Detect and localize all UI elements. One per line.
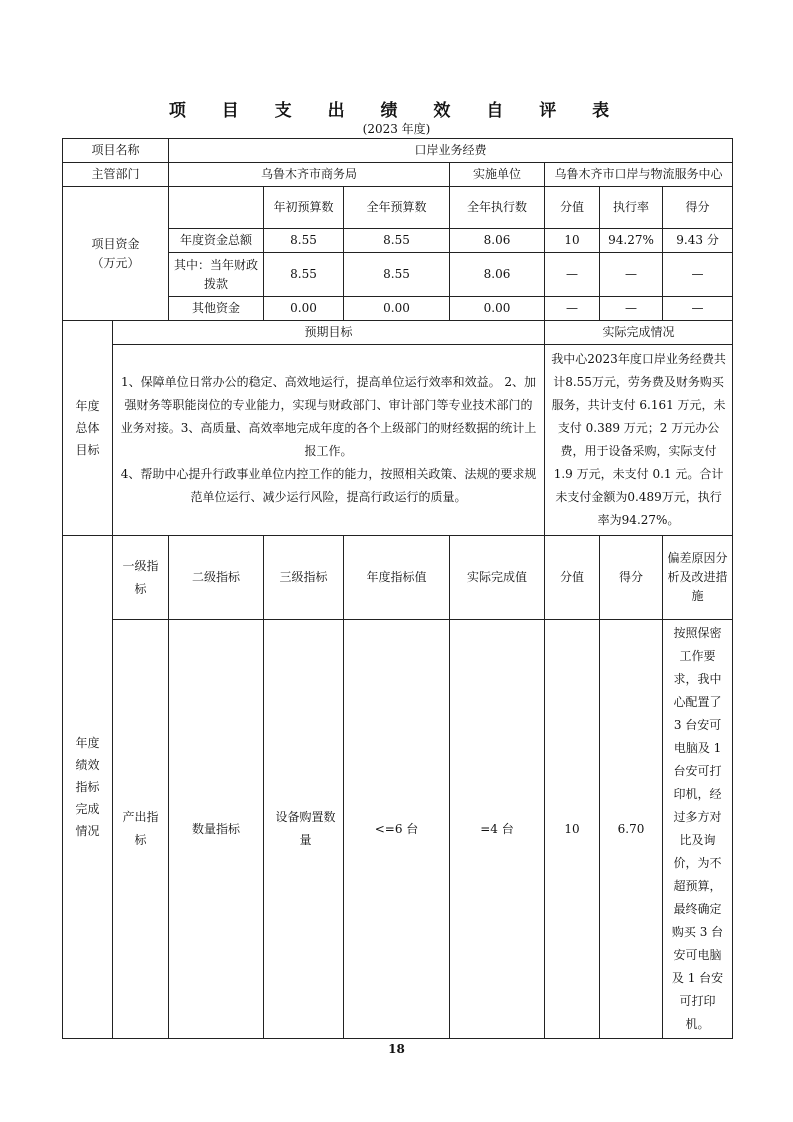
funds-row-rate: —	[600, 253, 663, 297]
indicators-header-level3: 三级指标	[264, 536, 344, 620]
unit-value: 乌鲁木齐市口岸与物流服务中心	[545, 163, 733, 187]
indicator-actual: =4 台	[450, 620, 545, 1039]
funds-row-score-value: 10	[545, 229, 600, 253]
funds-row-executed: 0.00	[450, 297, 545, 321]
funds-row-score-value: —	[545, 297, 600, 321]
goals-label: 年度 总体 目标	[63, 321, 113, 536]
funds-row-initial: 8.55	[264, 229, 344, 253]
goals-header-row	[63, 321, 733, 345]
indicators-header-score-value: 分值	[545, 536, 600, 620]
indicators-header-analysis: 偏差原因分析及改进措施	[663, 536, 733, 620]
funds-header-score: 得分	[663, 187, 733, 229]
performance-table	[62, 138, 733, 1039]
indicators-label: 年度 绩效 指标 完成 情况	[63, 536, 113, 1039]
funds-header-blank	[169, 187, 264, 229]
funds-row-score: —	[663, 297, 733, 321]
dept-value: 乌鲁木齐市商务局	[169, 163, 450, 187]
project-name-value: 口岸业务经费	[169, 139, 733, 163]
indicator-level1: 产出指标	[113, 620, 169, 1039]
indicator-row	[63, 620, 733, 1039]
indicators-header-row	[63, 536, 733, 620]
funds-row-annual: 0.00	[344, 297, 450, 321]
funds-row-name: 其中：当年财政拨款	[169, 253, 264, 297]
funds-header-annual: 全年预算数	[344, 187, 450, 229]
funds-header-score-value: 分值	[545, 187, 600, 229]
funds-row-rate: 94.27%	[600, 229, 663, 253]
funds-header-executed: 全年执行数	[450, 187, 545, 229]
funds-header-rate: 执行率	[600, 187, 663, 229]
indicator-level2: 数量指标	[169, 620, 264, 1039]
funds-row-annual: 8.55	[344, 229, 450, 253]
funds-row-annual: 8.55	[344, 253, 450, 297]
indicator-score: 6.70	[600, 620, 663, 1039]
indicator-target: <=6 台	[344, 620, 450, 1039]
funds-row-executed: 8.06	[450, 253, 545, 297]
goals-expected-text: 1、保障单位日常办公的稳定、高效地运行，提高单位运行效率和效益。 2、加强财务等职能岗位的专业能力，实现与财政部门、审计部门等专业技术部门的业务对接。3、高质量、高效率地完成年度的各个上级部门的财经数据的统计上报工作。 4、帮助中心提升行政事业单位内控工作的能力，按照相关政策、法规的要求规范单位运行、减少运行风险，提高行政运行的质量。	[113, 345, 545, 536]
dept-label: 主管部门	[63, 163, 169, 187]
indicators-header-score: 得分	[600, 536, 663, 620]
funds-row-initial: 8.55	[264, 253, 344, 297]
indicator-score-value: 10	[545, 620, 600, 1039]
funds-label: 项目资金 （万元）	[63, 187, 169, 321]
goals-expected-header: 预期目标	[113, 321, 545, 345]
funds-row-initial: 0.00	[264, 297, 344, 321]
indicators-header-level1: 一级指标	[113, 536, 169, 620]
indicators-header-actual: 实际完成值	[450, 536, 545, 620]
indicator-level3: 设备购置数量	[264, 620, 344, 1039]
goals-actual-text: 我中心2023年度口岸业务经费共计8.55万元，劳务费及财务购买服务，共计支付 6.161 万元，未支付 0.389 万元；2 万元办公费，用于设备采购，实际支付 1.9 万元，未支付 0.1 元。合计未支付金额为0.489万元，执行率为94.27%。	[545, 345, 733, 536]
funds-row-name: 其他资金	[169, 297, 264, 321]
project-name-row	[63, 139, 733, 163]
funds-row-score-value: —	[545, 253, 600, 297]
report-year: (2023 年度)	[362, 122, 431, 136]
funds-header-initial: 年初预算数	[264, 187, 344, 229]
page-number: 18	[388, 1042, 405, 1056]
dept-row	[63, 163, 733, 187]
funds-header-row	[63, 187, 733, 229]
funds-row-score: 9.43 分	[663, 229, 733, 253]
funds-row-score: —	[663, 253, 733, 297]
funds-row-executed: 8.06	[450, 229, 545, 253]
indicators-header-target: 年度指标值	[344, 536, 450, 620]
funds-row-rate: —	[600, 297, 663, 321]
project-name-label: 项目名称	[63, 139, 169, 163]
goals-content-row	[63, 345, 733, 536]
funds-row-name: 年度资金总额	[169, 229, 264, 253]
indicators-header-level2: 二级指标	[169, 536, 264, 620]
indicator-analysis: 按照保密工作要求，我中心配置了 3 台安可电脑及 1 台安可打印机，经过多方对比及询价，为不超预算，最终确定购买 3 台安可电脑及 1 台安可打印机。	[663, 620, 733, 1039]
unit-label: 实施单位	[450, 163, 545, 187]
goals-actual-header: 实际完成情况	[545, 321, 733, 345]
page-title: 项 目 支 出 绩 效 自 评 表	[168, 101, 625, 121]
